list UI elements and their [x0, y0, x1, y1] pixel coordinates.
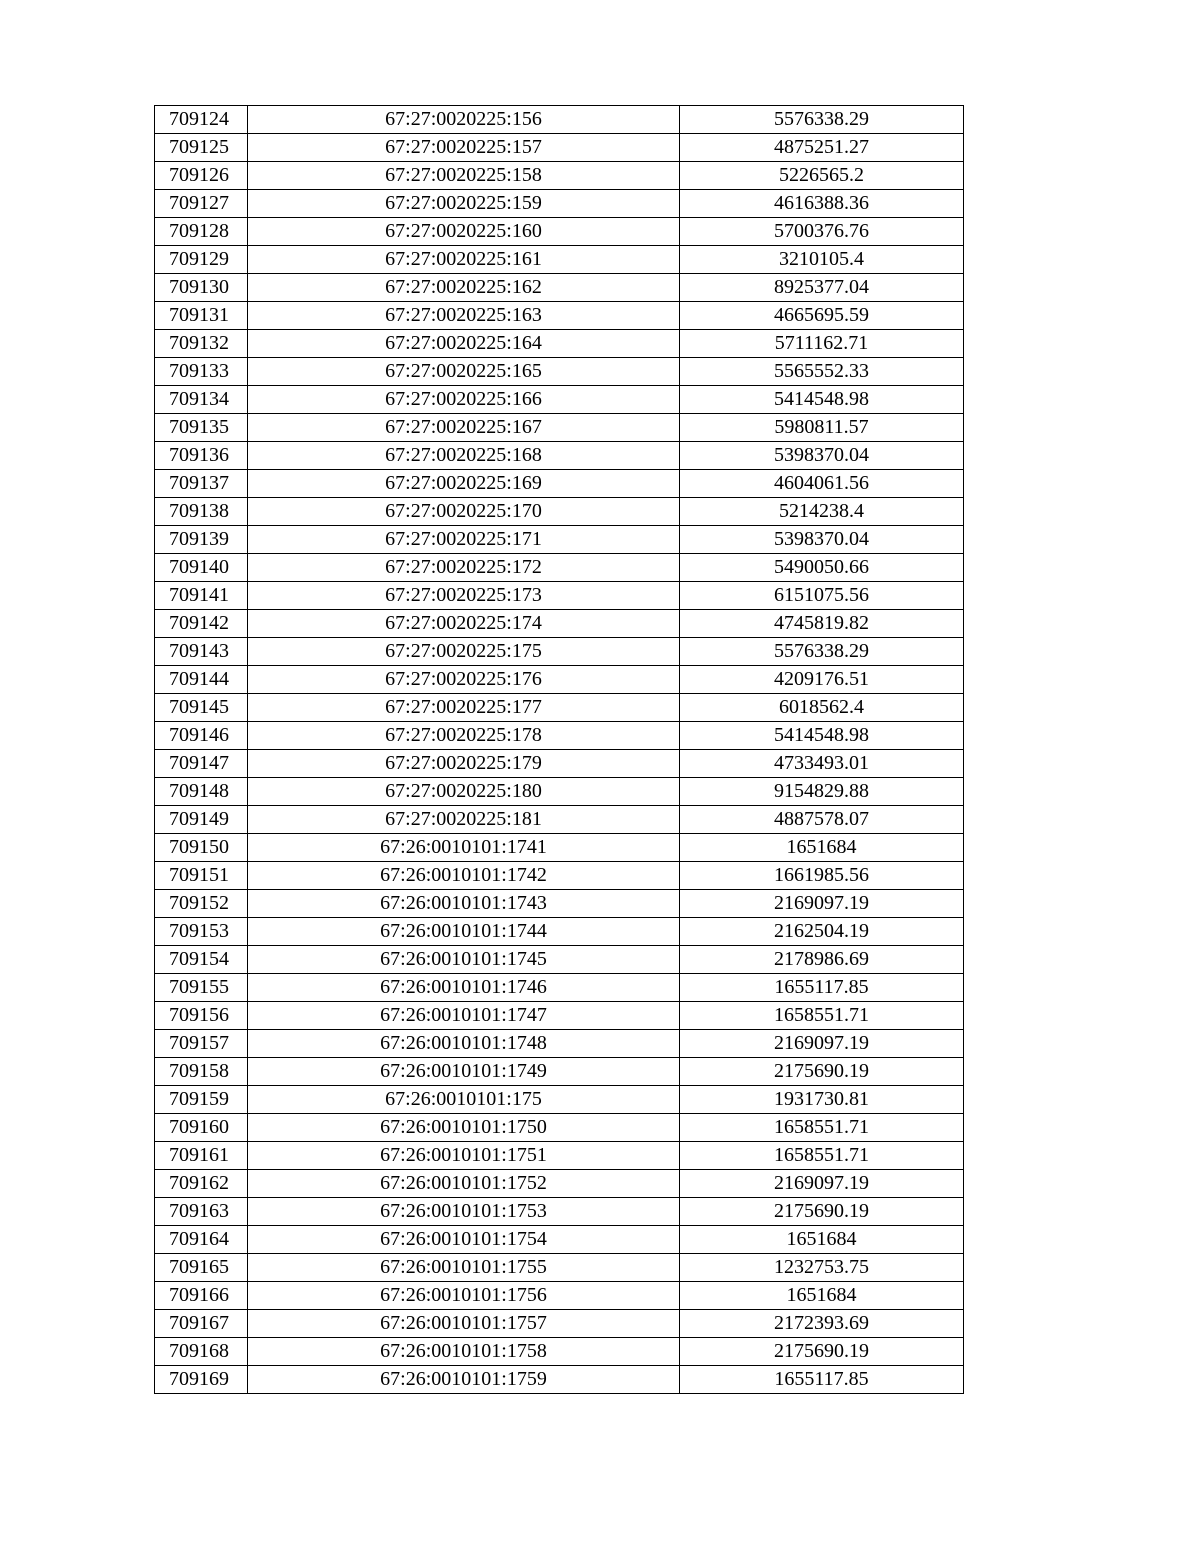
row-number-cell: 709162	[155, 1170, 248, 1198]
row-number-cell: 709144	[155, 666, 248, 694]
table-row	[155, 1002, 964, 1030]
cadastral-number-cell: 67:26:0010101:1752	[248, 1170, 680, 1198]
row-number-cell: 709153	[155, 918, 248, 946]
cadastral-number-cell: 67:27:0020225:171	[248, 526, 680, 554]
value-cell: 5214238.4	[680, 498, 964, 526]
value-cell: 1655117.85	[680, 974, 964, 1002]
row-number-cell: 709156	[155, 1002, 248, 1030]
table-row	[155, 414, 964, 442]
cadastral-number-cell: 67:27:0020225:166	[248, 386, 680, 414]
value-cell: 4604061.56	[680, 470, 964, 498]
row-number-cell: 709135	[155, 414, 248, 442]
value-cell: 1651684	[680, 1282, 964, 1310]
cadastral-number-cell: 67:27:0020225:158	[248, 162, 680, 190]
cadastral-number-cell: 67:27:0020225:173	[248, 582, 680, 610]
cadastral-number-cell: 67:27:0020225:169	[248, 470, 680, 498]
cadastral-number-cell: 67:27:0020225:172	[248, 554, 680, 582]
row-number-cell: 709124	[155, 106, 248, 134]
cadastral-number-cell: 67:27:0020225:157	[248, 134, 680, 162]
table-row	[155, 1086, 964, 1114]
cadastral-number-cell: 67:27:0020225:170	[248, 498, 680, 526]
cadastral-number-cell: 67:26:0010101:1749	[248, 1058, 680, 1086]
table-row	[155, 274, 964, 302]
table-row	[155, 582, 964, 610]
cadastral-number-cell: 67:26:0010101:1750	[248, 1114, 680, 1142]
row-number-cell: 709140	[155, 554, 248, 582]
cadastral-number-cell: 67:27:0020225:178	[248, 722, 680, 750]
row-number-cell: 709167	[155, 1310, 248, 1338]
cadastral-number-cell: 67:27:0020225:162	[248, 274, 680, 302]
value-cell: 2162504.19	[680, 918, 964, 946]
row-number-cell: 709165	[155, 1254, 248, 1282]
cadastral-number-cell: 67:27:0020225:164	[248, 330, 680, 358]
cadastral-number-cell: 67:26:0010101:1746	[248, 974, 680, 1002]
row-number-cell: 709138	[155, 498, 248, 526]
value-cell: 1658551.71	[680, 1002, 964, 1030]
cadastral-number-cell: 67:26:0010101:1742	[248, 862, 680, 890]
table-row	[155, 862, 964, 890]
table-row	[155, 190, 964, 218]
value-cell: 1651684	[680, 1226, 964, 1254]
table-row	[155, 358, 964, 386]
value-cell: 4745819.82	[680, 610, 964, 638]
value-cell: 1658551.71	[680, 1142, 964, 1170]
row-number-cell: 709131	[155, 302, 248, 330]
value-cell: 1232753.75	[680, 1254, 964, 1282]
table-row	[155, 1310, 964, 1338]
row-number-cell: 709133	[155, 358, 248, 386]
cadastral-number-cell: 67:27:0020225:156	[248, 106, 680, 134]
value-cell: 5576338.29	[680, 638, 964, 666]
table-row	[155, 246, 964, 274]
data-table	[154, 105, 964, 1394]
cadastral-number-cell: 67:27:0020225:159	[248, 190, 680, 218]
table-row	[155, 302, 964, 330]
value-cell: 1651684	[680, 834, 964, 862]
value-cell: 4209176.51	[680, 666, 964, 694]
value-cell: 4887578.07	[680, 806, 964, 834]
table-row	[155, 470, 964, 498]
table-row	[155, 666, 964, 694]
value-cell: 2172393.69	[680, 1310, 964, 1338]
value-cell: 5398370.04	[680, 526, 964, 554]
row-number-cell: 709134	[155, 386, 248, 414]
table-row	[155, 1366, 964, 1394]
table-row	[155, 750, 964, 778]
cadastral-number-cell: 67:26:0010101:1751	[248, 1142, 680, 1170]
value-cell: 5700376.76	[680, 218, 964, 246]
value-cell: 2175690.19	[680, 1198, 964, 1226]
value-cell: 3210105.4	[680, 246, 964, 274]
table-row	[155, 834, 964, 862]
cadastral-number-cell: 67:26:0010101:1743	[248, 890, 680, 918]
value-cell: 8925377.04	[680, 274, 964, 302]
value-cell: 4665695.59	[680, 302, 964, 330]
table-row	[155, 162, 964, 190]
value-cell: 6151075.56	[680, 582, 964, 610]
value-cell: 1655117.85	[680, 1366, 964, 1394]
cadastral-number-cell: 67:27:0020225:176	[248, 666, 680, 694]
table-row	[155, 806, 964, 834]
row-number-cell: 709145	[155, 694, 248, 722]
row-number-cell: 709160	[155, 1114, 248, 1142]
table-row	[155, 946, 964, 974]
table-row	[155, 890, 964, 918]
table-row	[155, 694, 964, 722]
value-cell: 5490050.66	[680, 554, 964, 582]
table-row	[155, 1198, 964, 1226]
row-number-cell: 709130	[155, 274, 248, 302]
row-number-cell: 709161	[155, 1142, 248, 1170]
row-number-cell: 709128	[155, 218, 248, 246]
value-cell: 2169097.19	[680, 1030, 964, 1058]
row-number-cell: 709166	[155, 1282, 248, 1310]
table-row	[155, 918, 964, 946]
row-number-cell: 709141	[155, 582, 248, 610]
row-number-cell: 709126	[155, 162, 248, 190]
table-row	[155, 1226, 964, 1254]
row-number-cell: 709150	[155, 834, 248, 862]
row-number-cell: 709146	[155, 722, 248, 750]
table-row	[155, 134, 964, 162]
value-cell: 6018562.4	[680, 694, 964, 722]
cadastral-number-cell: 67:26:0010101:175	[248, 1086, 680, 1114]
cadastral-number-cell: 67:27:0020225:180	[248, 778, 680, 806]
table-row	[155, 1142, 964, 1170]
table-row	[155, 974, 964, 1002]
row-number-cell: 709129	[155, 246, 248, 274]
value-cell: 5414548.98	[680, 386, 964, 414]
value-cell: 4733493.01	[680, 750, 964, 778]
row-number-cell: 709149	[155, 806, 248, 834]
value-cell: 4616388.36	[680, 190, 964, 218]
value-cell: 2169097.19	[680, 1170, 964, 1198]
table-row	[155, 610, 964, 638]
table-row	[155, 1058, 964, 1086]
cadastral-number-cell: 67:26:0010101:1753	[248, 1198, 680, 1226]
cadastral-number-cell: 67:27:0020225:165	[248, 358, 680, 386]
cadastral-number-cell: 67:27:0020225:174	[248, 610, 680, 638]
cadastral-number-cell: 67:26:0010101:1755	[248, 1254, 680, 1282]
table-row	[155, 1114, 964, 1142]
cadastral-number-cell: 67:27:0020225:181	[248, 806, 680, 834]
row-number-cell: 709137	[155, 470, 248, 498]
row-number-cell: 709125	[155, 134, 248, 162]
table-row	[155, 638, 964, 666]
row-number-cell: 709168	[155, 1338, 248, 1366]
table-row	[155, 1170, 964, 1198]
cadastral-number-cell: 67:27:0020225:177	[248, 694, 680, 722]
table-row	[155, 1282, 964, 1310]
value-cell: 5226565.2	[680, 162, 964, 190]
table-row	[155, 1254, 964, 1282]
cadastral-number-cell: 67:27:0020225:163	[248, 302, 680, 330]
table-body	[155, 106, 964, 1394]
value-cell: 4875251.27	[680, 134, 964, 162]
cadastral-number-cell: 67:26:0010101:1747	[248, 1002, 680, 1030]
value-cell: 2175690.19	[680, 1338, 964, 1366]
table-row	[155, 1030, 964, 1058]
table-row	[155, 330, 964, 358]
table-row	[155, 498, 964, 526]
cadastral-number-cell: 67:26:0010101:1756	[248, 1282, 680, 1310]
cadastral-number-cell: 67:26:0010101:1745	[248, 946, 680, 974]
row-number-cell: 709159	[155, 1086, 248, 1114]
cadastral-number-cell: 67:27:0020225:175	[248, 638, 680, 666]
row-number-cell: 709164	[155, 1226, 248, 1254]
value-cell: 5711162.71	[680, 330, 964, 358]
cadastral-number-cell: 67:27:0020225:179	[248, 750, 680, 778]
row-number-cell: 709139	[155, 526, 248, 554]
table-row	[155, 554, 964, 582]
row-number-cell: 709148	[155, 778, 248, 806]
row-number-cell: 709169	[155, 1366, 248, 1394]
value-cell: 1661985.56	[680, 862, 964, 890]
row-number-cell: 709142	[155, 610, 248, 638]
row-number-cell: 709152	[155, 890, 248, 918]
value-cell: 5565552.33	[680, 358, 964, 386]
value-cell: 1658551.71	[680, 1114, 964, 1142]
row-number-cell: 709136	[155, 442, 248, 470]
value-cell: 5414548.98	[680, 722, 964, 750]
row-number-cell: 709163	[155, 1198, 248, 1226]
value-cell: 2178986.69	[680, 946, 964, 974]
table-row	[155, 526, 964, 554]
table-row	[155, 1338, 964, 1366]
cadastral-number-cell: 67:27:0020225:168	[248, 442, 680, 470]
row-number-cell: 709132	[155, 330, 248, 358]
table-row	[155, 778, 964, 806]
cadastral-number-cell: 67:27:0020225:161	[248, 246, 680, 274]
cadastral-number-cell: 67:26:0010101:1754	[248, 1226, 680, 1254]
value-cell: 2175690.19	[680, 1058, 964, 1086]
row-number-cell: 709155	[155, 974, 248, 1002]
cadastral-number-cell: 67:26:0010101:1759	[248, 1366, 680, 1394]
cadastral-number-cell: 67:26:0010101:1741	[248, 834, 680, 862]
table-row	[155, 106, 964, 134]
cadastral-number-cell: 67:26:0010101:1744	[248, 918, 680, 946]
cadastral-number-cell: 67:26:0010101:1748	[248, 1030, 680, 1058]
cadastral-number-cell: 67:27:0020225:160	[248, 218, 680, 246]
value-cell: 5980811.57	[680, 414, 964, 442]
row-number-cell: 709151	[155, 862, 248, 890]
value-cell: 9154829.88	[680, 778, 964, 806]
row-number-cell: 709154	[155, 946, 248, 974]
row-number-cell: 709157	[155, 1030, 248, 1058]
row-number-cell: 709147	[155, 750, 248, 778]
row-number-cell: 709158	[155, 1058, 248, 1086]
row-number-cell: 709127	[155, 190, 248, 218]
value-cell: 1931730.81	[680, 1086, 964, 1114]
value-cell: 5398370.04	[680, 442, 964, 470]
cadastral-number-cell: 67:27:0020225:167	[248, 414, 680, 442]
table-row	[155, 218, 964, 246]
table-row	[155, 442, 964, 470]
value-cell: 2169097.19	[680, 890, 964, 918]
cadastral-number-cell: 67:26:0010101:1757	[248, 1310, 680, 1338]
table-row	[155, 386, 964, 414]
cadastral-number-cell: 67:26:0010101:1758	[248, 1338, 680, 1366]
table-row	[155, 722, 964, 750]
value-cell: 5576338.29	[680, 106, 964, 134]
row-number-cell: 709143	[155, 638, 248, 666]
